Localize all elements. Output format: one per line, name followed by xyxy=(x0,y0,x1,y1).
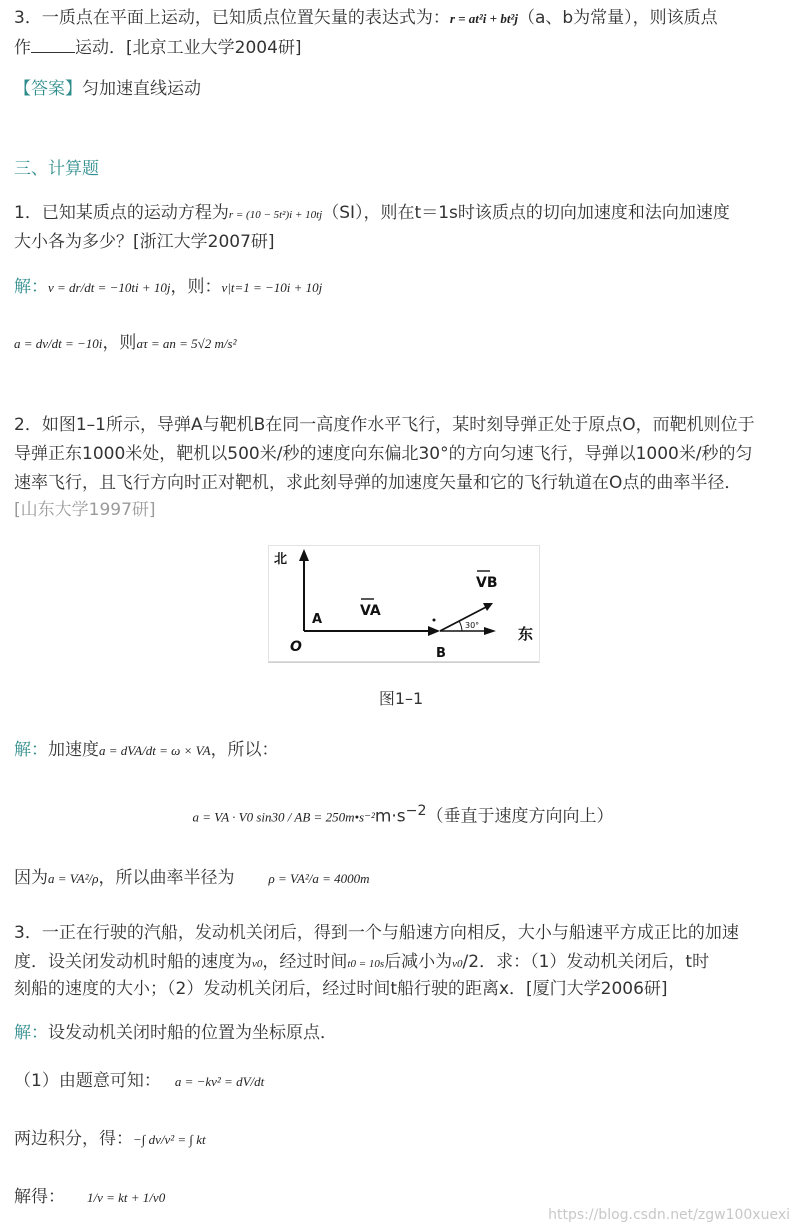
label-east: 东 xyxy=(518,625,534,643)
label-b: B xyxy=(436,646,446,661)
p3-step1: （1）由题意可知： a = −kv² = dV/dt xyxy=(14,1071,265,1091)
p3-step2-eq: −∫ dv/v² = ∫ kt xyxy=(133,1132,206,1147)
dot-mark xyxy=(433,619,436,622)
p3-line2: 度．设关闭发动机时船的速度为v0，经过时间t0 = 10s后减小为v0/2．求：（1）发动机关闭后，t时 xyxy=(14,952,710,972)
p3-step3-eq: 1/v = kt + 1/v0 xyxy=(87,1190,166,1205)
label-a: A xyxy=(312,612,323,627)
p1-accel-eq: a = dv/dt = −10i xyxy=(14,336,103,351)
p2-because-line: 因为a = VA²/ρ，所以曲率半径为 ρ = VA²/a = 4000m xyxy=(14,868,370,888)
p2-center-formula: a = VA · V0 sin30 / AB = 250m•s⁻² xyxy=(192,809,375,825)
p2-line3: 速率飞行，且飞行方向时正对靶机，求此刻导弹的加速度矢量和它的飞行轨道在O点的曲率半径． xyxy=(14,473,742,493)
figure-caption: 图1–1 xyxy=(378,689,424,708)
watermark: https://blog.csdn.net/zgw100xuexi xyxy=(548,1207,790,1223)
label-north: 北 xyxy=(274,552,288,567)
figure-1-1 xyxy=(268,545,540,663)
section-heading: 三、计算题 xyxy=(14,159,99,179)
p3-line1: 3．一正在行驶的汽船，发动机关闭后，得到一个与船速方向相反，大小与船速平方成正比的加速 xyxy=(14,923,739,943)
p1-solution-1: 解：v = dr/dt = −10ti + 10j，则：v|t=1 = −10i + 10j xyxy=(14,277,323,297)
p3-step3: 解得： 1/v = kt + 1/v0 xyxy=(14,1187,166,1207)
p2-line1: 2．如图1–1所示，导弹A与靶机B在同一高度作水平飞行，某时刻导弹正处于原点O，而靶机则位于 xyxy=(14,415,755,435)
p2-source: [山东大学1997研] xyxy=(14,500,156,520)
q3-line1: 3．一质点在平面上运动，已知质点位置矢量的表达式为：r = at²i + bt²j（a、b为常量），则该质点 xyxy=(14,8,718,28)
answer-label: 【答案】 xyxy=(14,79,82,99)
label-vb: VB xyxy=(476,575,498,591)
p2-rho-eq: ρ = VA²/a = 4000m xyxy=(268,871,370,886)
p2-because-eq: a = VA²/ρ xyxy=(48,871,99,886)
p3-step1-eq: a = −kv² = dV/dt xyxy=(174,1074,265,1089)
label-o: O xyxy=(290,639,302,655)
p3-line3: 刻船的速度的大小；（2）发动机关闭后，经过时间t船行驶的距离x．[厦门大学2006研] xyxy=(14,979,668,999)
q3-formula: r = at²i + bt²j xyxy=(449,11,518,26)
figure-svg xyxy=(268,545,540,663)
fill-blank xyxy=(31,34,75,53)
p1-accel-components: aτ = an = 5√2 m/s² xyxy=(136,336,237,351)
p2-center-equation: a = VA · V0 sin30 / AB = $250m•s^{-2}m\cdot s^{-2}$（垂直于速度方向向上） xyxy=(192,803,614,827)
label-angle: 30° xyxy=(465,621,480,630)
p1-solution-2: a = dv/dt = −10i，则aτ = an = 5√2 m/s² xyxy=(14,333,237,353)
p2-solution-line: 解：加速度a = dVA/dt = ω × VA，所以： xyxy=(14,740,279,760)
p1-line2: 大小各为多少？[浙江大学2007研] xyxy=(14,232,275,252)
p2-accel-eq: a = dVA/dt = ω × VA xyxy=(99,743,211,758)
answer-line xyxy=(14,74,792,104)
q3-line2: 作 运动．[北京工业大学2004研] xyxy=(14,33,792,63)
p1-velocity-eq: v = dr/dt = −10ti + 10j xyxy=(48,280,171,295)
label-va: VA xyxy=(360,603,381,619)
p1-formula: r = (10 − 5t²)i + 10tj xyxy=(228,209,323,221)
p3-step2: 两边积分，得：−∫ dv/v² = ∫ kt xyxy=(14,1129,206,1149)
p1-line1: 1．已知某质点的运动方程为r = (10 − 5t²)i + 10tj（SI），则在t＝1s时该质点的切向加速度和法向加速度 xyxy=(14,203,730,223)
p3-solution: 解：设发动机关闭时船的位置为坐标原点． xyxy=(14,1023,337,1043)
p1-velocity-t1: v|t=1 = −10i + 10j xyxy=(221,280,323,295)
p2-line2: 导弹正东1000米处，靶机以500米/秒的速度向东偏北30°的方向匀速飞行，导弹以1000米/秒的匀 xyxy=(14,444,753,464)
figure-frame xyxy=(269,546,540,663)
answer-text: 匀加速直线运动 xyxy=(82,79,201,99)
